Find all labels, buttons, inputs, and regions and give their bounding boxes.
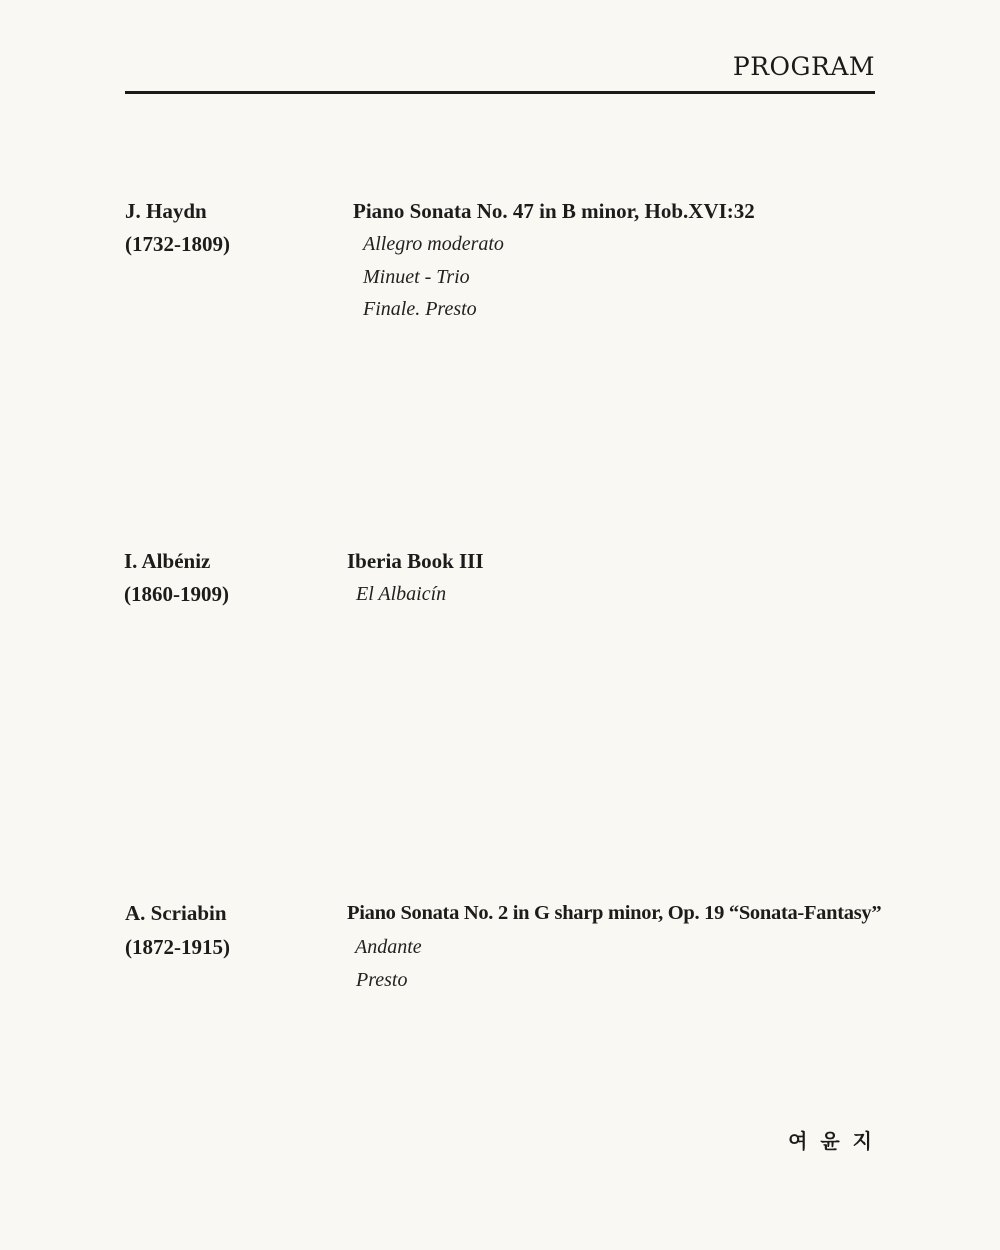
composer-dates: (1860-1909): [124, 582, 229, 606]
work-title: Piano Sonata No. 47 in B minor, Hob.XVI:32: [353, 199, 755, 223]
movement: Finale. Presto: [363, 298, 477, 320]
work-title: Iberia Book III: [347, 549, 484, 573]
composer-dates: (1732-1809): [125, 232, 230, 256]
movement: Andante: [355, 936, 422, 958]
movement: Presto: [356, 969, 408, 991]
movement: El Albaicín: [356, 583, 447, 605]
movement: Minuet - Trio: [363, 266, 470, 288]
composer-name: I. Albéniz: [124, 549, 211, 573]
page-title: PROGRAM: [732, 52, 875, 81]
work-title: Piano Sonata No. 2 in G sharp minor, Op. 19 “Sonata-Fantasy”: [347, 902, 882, 924]
composer-name: J. Haydn: [125, 199, 207, 223]
header-divider: [125, 91, 875, 94]
performer-name: 여 윤 지: [788, 1129, 875, 1153]
composer-dates: (1872-1915): [125, 935, 230, 959]
composer-name: A. Scriabin: [125, 901, 227, 925]
movement: Allegro moderato: [363, 233, 504, 255]
